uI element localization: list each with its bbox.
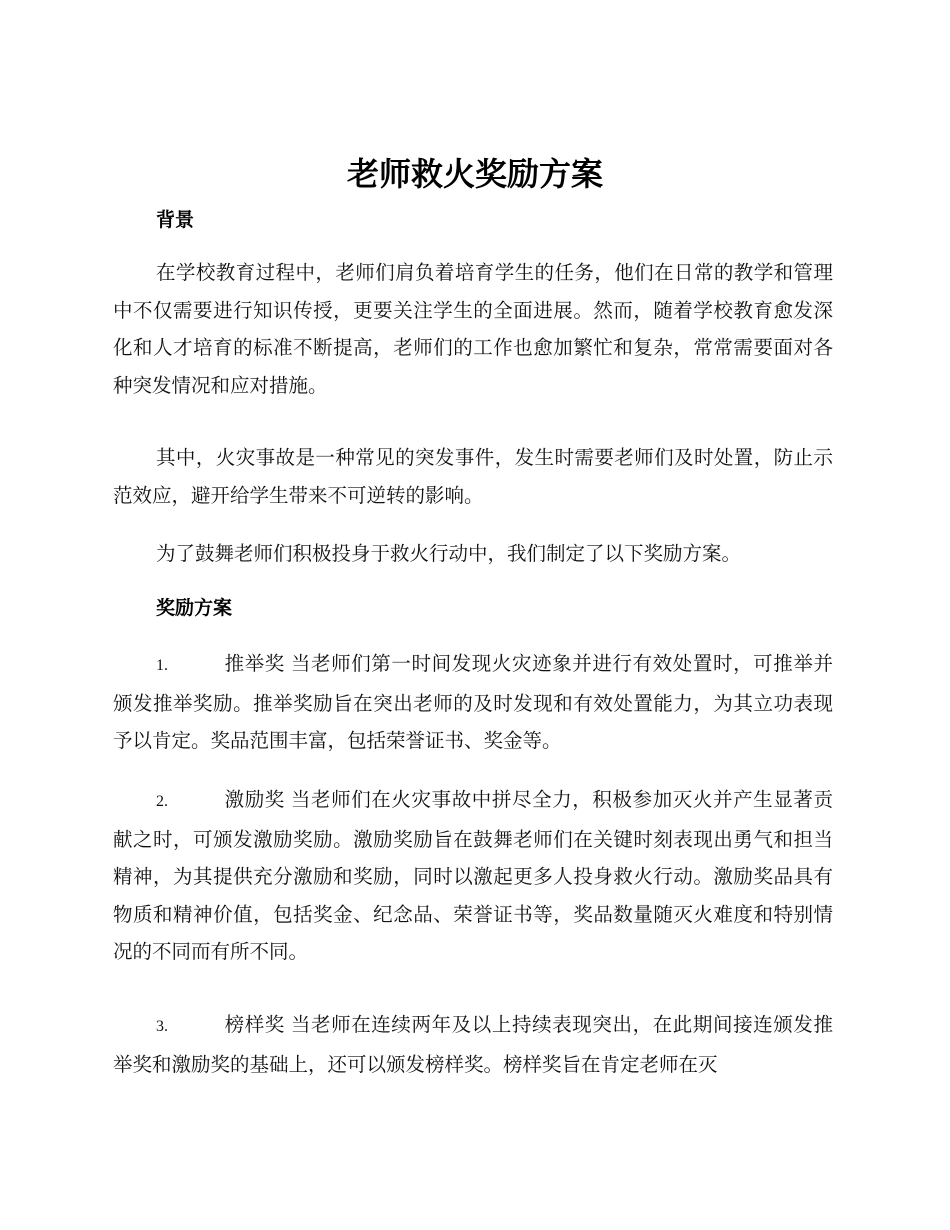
reward-item-1-number: 1. — [156, 657, 168, 674]
section-heading-background: 背景 — [156, 209, 195, 231]
reward-item-2 — [113, 781, 833, 971]
reward-item-3 — [113, 1006, 833, 1083]
section-heading-reward-plan: 奖励方案 — [156, 597, 233, 619]
background-paragraph-2: 其中，火灾事故是一种常见的突发事件，发生时需要老师们及时处置，防止示范效应，避开给学生带来不可逆转的影响。 — [113, 446, 833, 507]
reward-item-2-number: 2. — [156, 793, 168, 810]
document-title: 老师救火奖励方案 — [346, 155, 603, 193]
reward-item-2-text: 当老师们在火灾事故中拼尽全力，积极参加灭火并产生显著贡献之时，可颁发激励奖励。激励奖励旨在鼓舞老师们在关键时刻表现出勇气和担当精神，为其提供充分激励和奖励，同时以激起更多人投身救火行动。激励奖品具有物质和精神价值，包括奖金、纪念品、荣誉证书等，奖品数量随灭火难度和特别情况的不同而有所不同。 — [113, 788, 833, 963]
background-paragraph-1: 在学校教育过程中，老师们肩负着培育学生的任务，他们在日常的教学和管理中不仅需要进行知识传授，更要关注学生的全面进展。然而，随着学校教育愈发深化和人才培育的标准不断提高，老师们的工作也愈加繁忙和复杂，常常需要面对各种突发情况和应对措施。 — [113, 261, 833, 397]
background-paragraph-3: 为了鼓舞老师们积极投身于救火行动中，我们制定了以下奖励方案。 — [156, 542, 742, 565]
reward-item-1 — [113, 645, 833, 760]
reward-item-3-text: 当老师在连续两年及以上持续表现突出，在此期间接连颁发推举奖和激励奖的基础上，还可以颁发榜样奖。榜样奖旨在肯定老师在灭 — [113, 1013, 833, 1076]
reward-item-1-text: 当老师们第一时间发现火灾迹象并进行有效处置时，可推举并颁发推举奖励。推举奖励旨在突出老师的及时发现和有效处置能力，为其立功表现予以肯定。奖品范围丰富，包括荣誉证书、奖金等。 — [113, 652, 833, 752]
reward-item-2-label: 激励奖 — [224, 788, 285, 811]
reward-item-1-label: 推举奖 — [224, 652, 285, 675]
reward-item-3-number: 3. — [156, 1018, 168, 1035]
reward-item-3-label: 榜样奖 — [224, 1013, 285, 1036]
